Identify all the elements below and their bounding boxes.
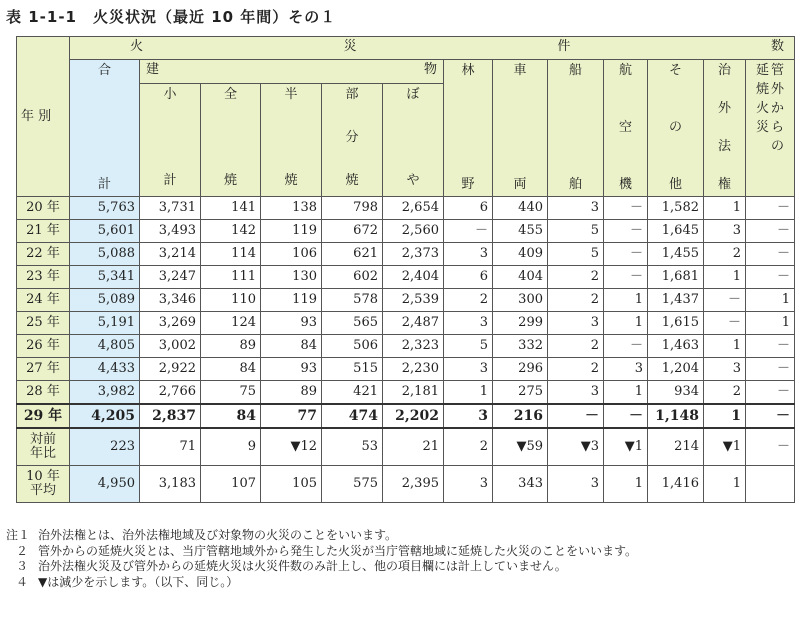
- row-label: 25 年: [17, 312, 70, 335]
- enshou-col-b: 管 外 か ら の: [771, 63, 785, 154]
- table-cell: －: [704, 312, 746, 335]
- table-cell: 672: [322, 220, 383, 243]
- table-cell: 5,089: [70, 289, 140, 312]
- table-cell: 75: [201, 381, 261, 405]
- table-cell: 3: [548, 312, 604, 335]
- table-title: 表 1-1-1 火災状況（最近 10 年間）その１: [6, 8, 337, 26]
- fire-count-group-header: 火 災 件 数: [70, 37, 795, 60]
- building-header: 建 物: [140, 60, 444, 84]
- table-cell: 2,922: [140, 358, 201, 381]
- hansho-header: 半 焼: [261, 83, 322, 196]
- table-cell: 2: [444, 428, 493, 466]
- table-cell: 2: [444, 289, 493, 312]
- table-cell: 2: [704, 381, 746, 405]
- table-cell: 2: [548, 335, 604, 358]
- table-cell: 1: [704, 197, 746, 220]
- table-cell: 77: [261, 404, 322, 428]
- table-cell: 2: [548, 289, 604, 312]
- table-cell: 3: [704, 220, 746, 243]
- table-cell: 3,002: [140, 335, 201, 358]
- table-cell: 141: [201, 197, 261, 220]
- table-cell: 9: [201, 428, 261, 466]
- table-cell: 3: [444, 404, 493, 428]
- table-cell: －: [746, 381, 795, 405]
- table-cell: －: [746, 335, 795, 358]
- row-label: 対前 年比: [17, 428, 70, 466]
- table-row: [17, 381, 795, 405]
- table-cell: －: [604, 243, 648, 266]
- table-cell: 5,191: [70, 312, 140, 335]
- table-cell: 1: [444, 381, 493, 405]
- table-cell: 1: [704, 335, 746, 358]
- table-cell: 5: [548, 243, 604, 266]
- table-cell: 1,204: [648, 358, 704, 381]
- table-cell: －: [746, 220, 795, 243]
- table-cell: 1: [704, 466, 746, 503]
- table-cell: 21: [383, 428, 444, 466]
- table-cell: 6: [444, 266, 493, 289]
- table-cell: 332: [493, 335, 548, 358]
- table-cell: 216: [493, 404, 548, 428]
- table-cell: 3,493: [140, 220, 201, 243]
- table-cell: 296: [493, 358, 548, 381]
- table-row: [17, 312, 795, 335]
- table-cell: 1: [746, 312, 795, 335]
- table-cell: 4,805: [70, 335, 140, 358]
- table-cell: 1: [704, 404, 746, 428]
- table-cell: 798: [322, 197, 383, 220]
- table-row: [17, 289, 795, 312]
- year-header: 年 別: [17, 37, 70, 197]
- table-cell: －: [746, 243, 795, 266]
- table-cell: ▼1: [604, 428, 648, 466]
- row-label: 27 年: [17, 358, 70, 381]
- table-cell: 93: [261, 358, 322, 381]
- table-cell: 138: [261, 197, 322, 220]
- row-label: 23 年: [17, 266, 70, 289]
- sonota-header: そ の 他: [648, 60, 704, 197]
- table-cell: 3,982: [70, 381, 140, 405]
- table-cell: 119: [261, 289, 322, 312]
- table-row: [17, 266, 795, 289]
- table-cell: 114: [201, 243, 261, 266]
- table-cell: 409: [493, 243, 548, 266]
- table-cell: 4,950: [70, 466, 140, 503]
- table-cell: 2,395: [383, 466, 444, 503]
- table-cell: 2,560: [383, 220, 444, 243]
- table-cell: 275: [493, 381, 548, 405]
- zensho-header: 全 焼: [201, 83, 261, 196]
- table-cell: 1: [746, 289, 795, 312]
- table-cell: 3: [444, 466, 493, 503]
- row-label: 22 年: [17, 243, 70, 266]
- table-cell: 1: [604, 289, 648, 312]
- table-cell: 1: [604, 312, 648, 335]
- table-cell: 2: [704, 243, 746, 266]
- chigai-header: 治 外 法 権: [704, 60, 746, 197]
- table-cell: 89: [261, 381, 322, 405]
- row-label: 20 年: [17, 197, 70, 220]
- table-cell: 107: [201, 466, 261, 503]
- table-cell: 5,088: [70, 243, 140, 266]
- table-cell: 602: [322, 266, 383, 289]
- table-cell: 5,341: [70, 266, 140, 289]
- table-cell: 4,205: [70, 404, 140, 428]
- rinya-header: 林 野: [444, 60, 493, 197]
- table-cell: 84: [201, 358, 261, 381]
- table-cell: 578: [322, 289, 383, 312]
- table-cell: －: [444, 220, 493, 243]
- table-cell: [746, 466, 795, 503]
- table-cell: 106: [261, 243, 322, 266]
- table-cell: ▼12: [261, 428, 322, 466]
- table-cell: 5,601: [70, 220, 140, 243]
- table-cell: 2,654: [383, 197, 444, 220]
- table-cell: 565: [322, 312, 383, 335]
- table-row: [17, 358, 795, 381]
- table-cell: 3,731: [140, 197, 201, 220]
- table-cell: ▼3: [548, 428, 604, 466]
- table-cell: －: [746, 404, 795, 428]
- row-label: 24 年: [17, 289, 70, 312]
- table-cell: 110: [201, 289, 261, 312]
- table-cell: 300: [493, 289, 548, 312]
- building-subtotal-header: 小 計: [140, 83, 201, 196]
- kokuki-header: 航 空 機: [604, 60, 648, 197]
- total-header: 合 計: [70, 60, 140, 197]
- note-item: 注１ 治外法権とは、治外法権地域及び対象物の火災のことをいいます。: [6, 528, 398, 542]
- table-cell: －: [746, 197, 795, 220]
- note-item: ２ 管外からの延焼火災とは、当庁管轄地域外から発生した火災が当庁管轄地域に延焼した火災のことをいいます。: [15, 543, 638, 558]
- table-cell: 2,181: [383, 381, 444, 405]
- table-cell: ▼59: [493, 428, 548, 466]
- table-cell: 89: [201, 335, 261, 358]
- table-cell: 53: [322, 428, 383, 466]
- table-cell: 2,373: [383, 243, 444, 266]
- sharyo-header: 車 両: [493, 60, 548, 197]
- table-cell: 130: [261, 266, 322, 289]
- table-cell: 3,247: [140, 266, 201, 289]
- table-row: [17, 243, 795, 266]
- bubun-header: 部 分 焼: [322, 83, 383, 196]
- table-cell: 3,346: [140, 289, 201, 312]
- table-cell: 621: [322, 243, 383, 266]
- table-cell: 1,437: [648, 289, 704, 312]
- table-row: [17, 220, 795, 243]
- table-cell: 71: [140, 428, 201, 466]
- table-cell: 3: [704, 358, 746, 381]
- table-row: [17, 404, 795, 428]
- table-row: [17, 335, 795, 358]
- table-cell: －: [746, 358, 795, 381]
- table-cell: 124: [201, 312, 261, 335]
- table-cell: 1: [704, 266, 746, 289]
- table-cell: 2,487: [383, 312, 444, 335]
- table-cell: 5: [548, 220, 604, 243]
- table-cell: 2: [548, 358, 604, 381]
- senpaku-header: 船 舶: [548, 60, 604, 197]
- table-cell: 2,323: [383, 335, 444, 358]
- row-label: 10 年 平均: [17, 466, 70, 503]
- table-cell: 455: [493, 220, 548, 243]
- table-cell: 93: [261, 312, 322, 335]
- table-cell: －: [746, 266, 795, 289]
- table-row: [17, 197, 795, 220]
- table-cell: 1,455: [648, 243, 704, 266]
- table-cell: 3: [444, 312, 493, 335]
- notes: [6, 528, 786, 590]
- table-cell: 404: [493, 266, 548, 289]
- fire-statistics-table: [16, 36, 795, 503]
- table-cell: 421: [322, 381, 383, 405]
- table-cell: ▼1: [704, 428, 746, 466]
- table-cell: 5,763: [70, 197, 140, 220]
- table-cell: －: [604, 335, 648, 358]
- table-cell: 506: [322, 335, 383, 358]
- table-cell: 1,582: [648, 197, 704, 220]
- table-cell: 3: [548, 466, 604, 503]
- table-cell: 84: [201, 404, 261, 428]
- table-row: [17, 428, 795, 466]
- table-cell: 1,148: [648, 404, 704, 428]
- table-cell: 4,433: [70, 358, 140, 381]
- table-cell: －: [746, 428, 795, 466]
- table-cell: 6: [444, 197, 493, 220]
- table-cell: 2,230: [383, 358, 444, 381]
- table-cell: 3: [444, 243, 493, 266]
- table-cell: 474: [322, 404, 383, 428]
- table-cell: 3,183: [140, 466, 201, 503]
- table-cell: 2,539: [383, 289, 444, 312]
- table-cell: 142: [201, 220, 261, 243]
- table-cell: 1,416: [648, 466, 704, 503]
- table-cell: －: [604, 197, 648, 220]
- table-cell: 440: [493, 197, 548, 220]
- table-cell: 223: [70, 428, 140, 466]
- table-cell: －: [548, 404, 604, 428]
- table-cell: 3,214: [140, 243, 201, 266]
- row-label: 21 年: [17, 220, 70, 243]
- table-cell: 1,645: [648, 220, 704, 243]
- table-cell: 575: [322, 466, 383, 503]
- table-cell: －: [604, 220, 648, 243]
- table-cell: 515: [322, 358, 383, 381]
- table-cell: 2,404: [383, 266, 444, 289]
- note-item: ４ ▼は減少を示します。（以下、同じ。）: [15, 574, 239, 589]
- table-cell: 2: [548, 266, 604, 289]
- table-cell: －: [704, 289, 746, 312]
- table-cell: 1,681: [648, 266, 704, 289]
- table-cell: 3,269: [140, 312, 201, 335]
- table-cell: －: [604, 266, 648, 289]
- table-cell: 1: [604, 381, 648, 405]
- table-cell: 1,463: [648, 335, 704, 358]
- table-cell: 2,837: [140, 404, 201, 428]
- table-cell: 119: [261, 220, 322, 243]
- boya-header: ぼ や: [383, 83, 444, 196]
- table-cell: 934: [648, 381, 704, 405]
- table-cell: 5: [444, 335, 493, 358]
- enshou-header: [746, 60, 795, 197]
- table-cell: 84: [261, 335, 322, 358]
- table-cell: 1,615: [648, 312, 704, 335]
- table-cell: －: [604, 404, 648, 428]
- table-cell: 2,766: [140, 381, 201, 405]
- table-cell: 3: [604, 358, 648, 381]
- table-cell: 214: [648, 428, 704, 466]
- table-row: [17, 466, 795, 503]
- table-cell: 111: [201, 266, 261, 289]
- table-cell: 343: [493, 466, 548, 503]
- row-label: 29 年: [17, 404, 70, 428]
- note-item: ３ 治外法権火災及び管外からの延焼火災は火災件数のみ計上し、他の項目欄には計上していません。: [15, 559, 567, 573]
- table-cell: 105: [261, 466, 322, 503]
- table-cell: 3: [548, 197, 604, 220]
- row-label: 26 年: [17, 335, 70, 358]
- row-label: 28 年: [17, 381, 70, 405]
- table-cell: 3: [548, 381, 604, 405]
- enshou-col-a: 延 焼 火 災: [755, 63, 769, 135]
- table-cell: 1: [604, 466, 648, 503]
- table-cell: 2,202: [383, 404, 444, 428]
- table-cell: 299: [493, 312, 548, 335]
- table-cell: 3: [444, 358, 493, 381]
